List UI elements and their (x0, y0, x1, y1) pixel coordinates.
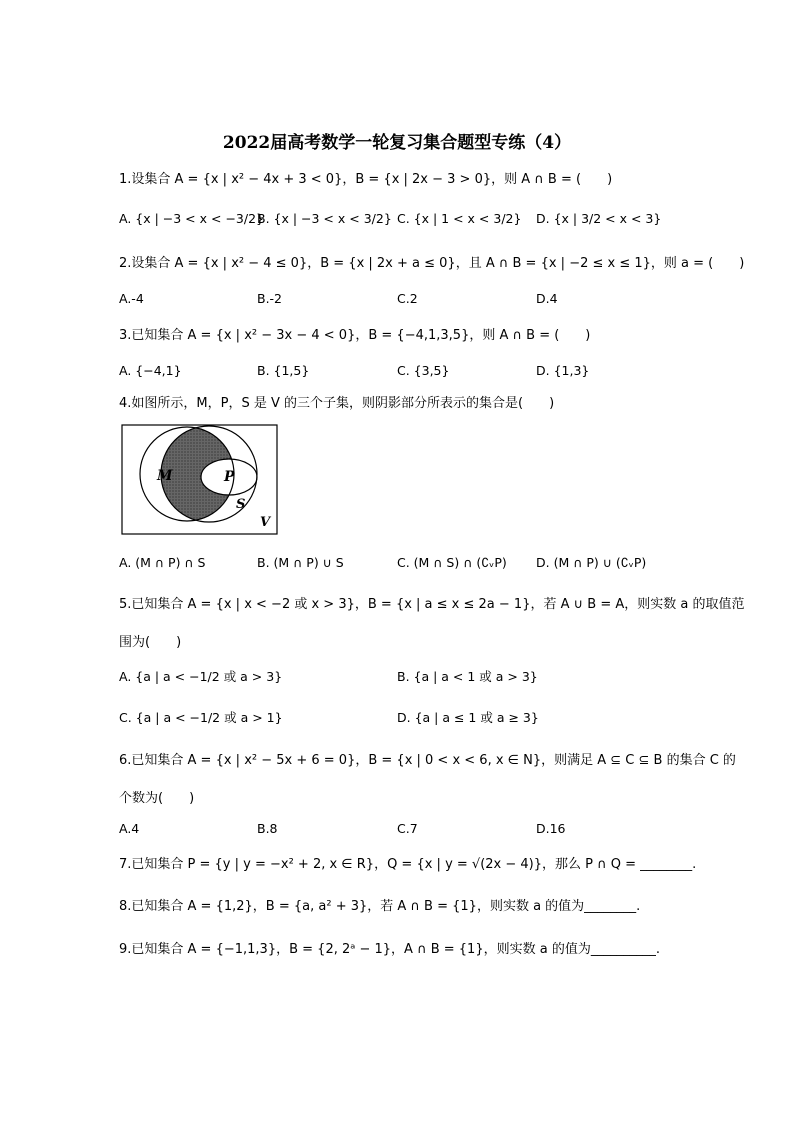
question-9: 9.已知集合 A = {−1,1,3}，B = {2, 2ᵃ − 1}，A ∩ B = {1}，则实数 a 的值为__________. (119, 942, 660, 957)
label-s: S (236, 497, 246, 512)
q6-option-c: C.7 (397, 821, 418, 836)
q3-option-a: A. {−4,1} (119, 363, 182, 378)
q4-option-d: D. (M ∩ P) ∪ (∁ᵥP) (536, 555, 647, 570)
q3-option-d: D. {1,3} (536, 363, 590, 378)
q6-option-b: B.8 (257, 821, 278, 836)
q3-option-b: B. {1,5} (257, 363, 310, 378)
question-6-continued: 个数为( ) (119, 791, 195, 806)
q2-option-a: A.-4 (119, 291, 144, 306)
q5-option-b: B. {a | a < 1 或 a > 3} (397, 669, 538, 684)
q5-option-c: C. {a | a < −1/2 或 a > 1} (119, 710, 283, 725)
question-1: 1.设集合 A = {x | x² − 4x + 3 < 0}，B = {x | 2x − 3 > 0}，则 A ∩ B = ( ) (119, 172, 613, 187)
venn-diagram (121, 424, 279, 536)
q2-option-c: C.2 (397, 291, 418, 306)
q1-option-c: C. {x | 1 < x < 3/2} (397, 211, 522, 226)
page-title: 2022届高考数学一轮复习集合题型专练（4） (222, 133, 572, 153)
question-4: 4.如图所示，M，P，S 是 V 的三个子集，则阴影部分所表示的集合是( ) (119, 396, 555, 411)
q4-option-a: A. (M ∩ P) ∩ S (119, 555, 206, 570)
label-p: P (224, 469, 235, 485)
question-7: 7.已知集合 P = {y | y = −x² + 2, x ∈ R}，Q = {x | y = √(2x − 4)}，那么 P ∩ Q = ________. (119, 857, 697, 872)
q4-option-c: C. (M ∩ S) ∩ (∁ᵥP) (397, 555, 507, 570)
q5-option-a: A. {a | a < −1/2 或 a > 3} (119, 669, 283, 684)
q2-option-b: B.-2 (257, 291, 283, 306)
q1-option-b: B. {x | −3 < x < 3/2} (257, 211, 392, 226)
question-6: 6.已知集合 A = {x | x² − 5x + 6 = 0}，B = {x | 0 < x < 6, x ∈ N}，则满足 A ⊆ C ⊆ B 的集合 C 的 (119, 753, 736, 768)
question-5-continued: 围为( ) (119, 635, 182, 650)
question-5: 5.已知集合 A = {x | x < −2 或 x > 3}，B = {x | a ≤ x ≤ 2a − 1}，若 A ∪ B = A，则实数 a 的取值范 (119, 597, 745, 612)
q2-option-d: D.4 (536, 291, 558, 306)
q5-option-d: D. {a | a ≤ 1 或 a ≥ 3} (397, 710, 539, 725)
q1-option-d: D. {x | 3/2 < x < 3} (536, 211, 662, 226)
question-2: 2.设集合 A = {x | x² − 4 ≤ 0}，B = {x | 2x + a ≤ 0}，且 A ∩ B = {x | −2 ≤ x ≤ 1}，则 a = ( ) (119, 256, 745, 271)
q6-option-d: D.16 (536, 821, 566, 836)
question-3: 3.已知集合 A = {x | x² − 3x − 4 < 0}，B = {−4,1,3,5}，则 A ∩ B = ( ) (119, 328, 591, 343)
label-m: M (157, 468, 173, 484)
q3-option-c: C. {3,5} (397, 363, 450, 378)
q1-option-a: A. {x | −3 < x < −3/2} (119, 211, 264, 226)
question-8: 8.已知集合 A = {1,2}，B = {a, a² + 3}，若 A ∩ B = {1}，则实数 a 的值为________. (119, 899, 641, 914)
q6-option-a: A.4 (119, 821, 140, 836)
q4-option-b: B. (M ∩ P) ∪ S (257, 555, 344, 570)
label-v: V (260, 515, 271, 530)
